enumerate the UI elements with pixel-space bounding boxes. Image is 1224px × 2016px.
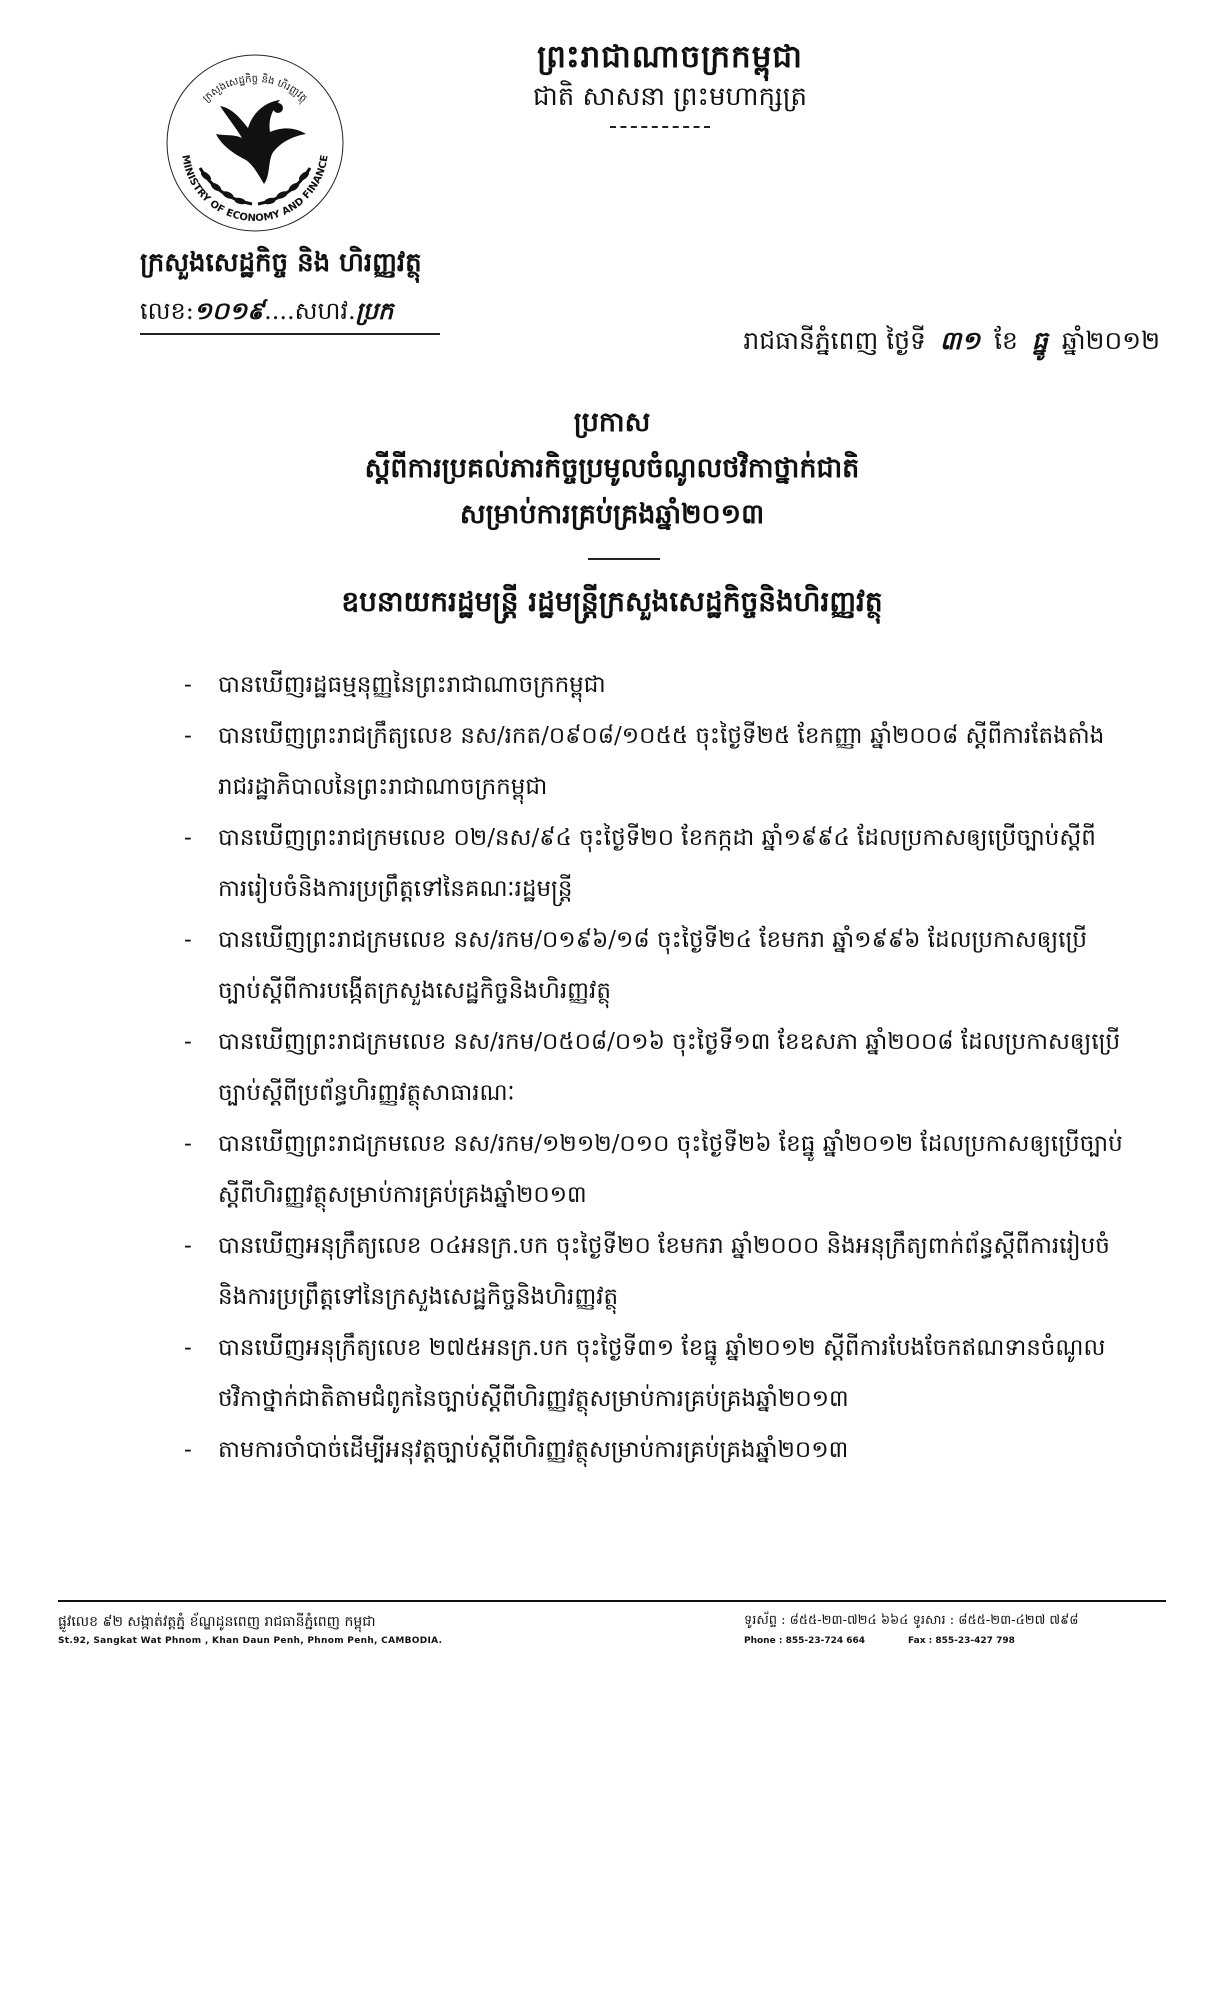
- date-prefix: រាជធានីភ្នំពេញ ថ្ងៃទី: [743, 326, 926, 355]
- list-item: - តាមការចាំបាច់ដើម្បីអនុវត្តច្បាប់ស្តីពីហិរញ្ញវត្ថុសម្រាប់ការគ្រប់គ្រងឆ្នាំ២០១៣: [184, 1437, 849, 1463]
- ref-suffix-hand: ប្រក: [355, 296, 394, 325]
- date-month: ធ្នូ: [1031, 326, 1048, 355]
- footer-address-kh: ផ្លូវលេខ ៩២ សង្កាត់វត្តភ្នំ ខ័ណ្ឌដូនពេញ រាជធានីភ្នំពេញ កម្ពុជា: [58, 1614, 376, 1630]
- footer-phone: Phone : 855-23-724 664: [744, 1636, 866, 1646]
- national-motto: ជាតិ សាសនា ព្រះមហាក្សត្រ: [533, 82, 807, 112]
- kingdom-heading: ព្រះរាជាណាចក្រកម្ពុជា: [537, 39, 803, 75]
- date-day: ៣១: [939, 326, 981, 355]
- svg-text:ក្រសួងសេដ្ឋកិច្ច និង ហិរញ្ញវត្: [201, 72, 309, 106]
- list-item: - បានឃើញអនុក្រឹត្យលេខ ២៧៥អនក្រ.បក ចុះថ្ងៃទី៣១ ខែធ្នូ ឆ្នាំ២០១២ ស្តីពីការបែងចែកឥណទានចំណូលថវិកាថ្នាក់ជាតិតាមជំពូកនៃច្បាប់ស្តីពីហិរញ្ញវត្ថុសម្រាប់ការគ្រប់គ្រងឆ្នាំ២០១៣: [184, 1335, 1106, 1412]
- date-year: ឆ្នាំ២០១២: [1061, 326, 1160, 355]
- title-divider: [588, 558, 660, 560]
- seal-text-kh: ក្រសួងសេដ្ឋកិច្ច និង ហិរញ្ញវត្ថុ: [201, 73, 309, 105]
- date-month-label: ខែ: [994, 326, 1018, 355]
- footer-contact-kh: ទូរស័ព្ទ : ៨៥៥-២៣-៧២៤ ៦៦៤ ទូរសារ : ៨៥៥-២៣-៤២៧ ៧៩៨: [744, 1613, 1079, 1628]
- considerations-list: [184, 660, 1124, 1476]
- list-item: - បានឃើញព្រះរាជក្រឹត្យលេខ នស/រកត/០៩០៨/១០៥៥ ចុះថ្ងៃទី២៥ ខែកញ្ញា ឆ្នាំ២០០៨ ស្តីពីការតែងតាំងរាជរដ្ឋាភិបាលនៃព្រះរាជាណាចក្រកម្ពុជា: [184, 723, 1105, 800]
- seal-text: MINISTRY OF ECONOMY AND FINANCE: [179, 154, 331, 225]
- list-item: - បានឃើញរដ្ឋធម្មនុញ្ញនៃព្រះរាជាណាចក្រកម្ពុជា: [184, 672, 606, 698]
- motto-divider: [610, 126, 710, 128]
- date-line: [640, 326, 1160, 362]
- list-item: - បានឃើញព្រះរាជក្រមលេខ នស/រកម/០៥០៨/០១៦ ចុះថ្ងៃទី១៣ ខែឧសភា ឆ្នាំ២០០៨ ដែលប្រកាសឲ្យប្រើច្បាប់ស្តីពីប្រព័ន្ធហិរញ្ញវត្ថុសាធារណៈ: [184, 1029, 1121, 1106]
- footer-fax: Fax : 855-23-427 798: [908, 1636, 1015, 1646]
- ref-number: ១០១៩: [193, 296, 265, 325]
- ministry-name: ក្រសួងសេដ្ឋកិច្ច និង ហិរញ្ញវត្ថុ: [140, 248, 422, 278]
- list-item: - បានឃើញព្រះរាជក្រមលេខ ០២/នស/៩៤ ចុះថ្ងៃទី២០ ខែកក្កដា ឆ្នាំ១៩៩៤ ដែលប្រកាសឲ្យប្រើច្បាប់ស្តីពីការរៀបចំនិងការប្រព្រឹត្តទៅនៃគណៈរដ្ឋមន្ត្រី: [184, 825, 1096, 902]
- list-item: - បានឃើញព្រះរាជក្រមលេខ នស/រកម/១២១២/០១០ ចុះថ្ងៃទី២៦ ខែធ្នូ ឆ្នាំ២០១២ ដែលប្រកាសឲ្យប្រើច្បាប់ស្តីពីហិរញ្ញវត្ថុសម្រាប់ការគ្រប់គ្រងឆ្នាំ២០១៣: [184, 1131, 1123, 1208]
- subject-line-1: ស្តីពីការប្រគល់ភារកិច្ចប្រមូលចំណូលថវិកាថ្នាក់ជាតិ: [364, 453, 860, 484]
- list-item: - បានឃើញព្រះរាជក្រមលេខ នស/រកម/០១៩៦/១៨ ចុះថ្ងៃទី២៤ ខែមករា ឆ្នាំ១៩៩៦ ដែលប្រកាសឲ្យប្រើច្បាប់ស្តីពីការបង្កើតក្រសួងសេដ្ឋកិច្ចនិងហិរញ្ញវត្ថុ: [184, 927, 1087, 1004]
- document-type: ប្រកាស: [573, 407, 651, 438]
- footer-address-en: St.92, Sangkat Wat Phnom , Khan Daun Penh, Phnom Penh, CAMBODIA.: [58, 1636, 443, 1646]
- subject-line-2: សម្រាប់ការគ្រប់គ្រងឆ្នាំ២០១៣: [459, 499, 765, 530]
- list-item: - បានឃើញអនុក្រឹត្យលេខ ០៤អនក្រ.បក ចុះថ្ងៃទី២០ ខែមករា ឆ្នាំ២០០០ និងអនុក្រឹត្យពាក់ព័ន្ធស្តីពីការរៀបចំនិងការប្រព្រឹត្តទៅនៃក្រសួងសេដ្ឋកិច្ចនិងហិរញ្ញវត្ថុ: [184, 1233, 1110, 1310]
- reference-number: [140, 296, 440, 335]
- issuer-title: ឧបនាយករដ្ឋមន្ត្រី រដ្ឋមន្ត្រីក្រសួងសេដ្ឋកិច្ចនិងហិរញ្ញវត្ថុ: [341, 585, 883, 618]
- ref-label: លេខ:: [140, 297, 194, 325]
- footer-divider: [58, 1600, 1166, 1602]
- ministry-seal-icon: [160, 48, 350, 238]
- ref-suffix: ....សហវ.: [264, 297, 356, 325]
